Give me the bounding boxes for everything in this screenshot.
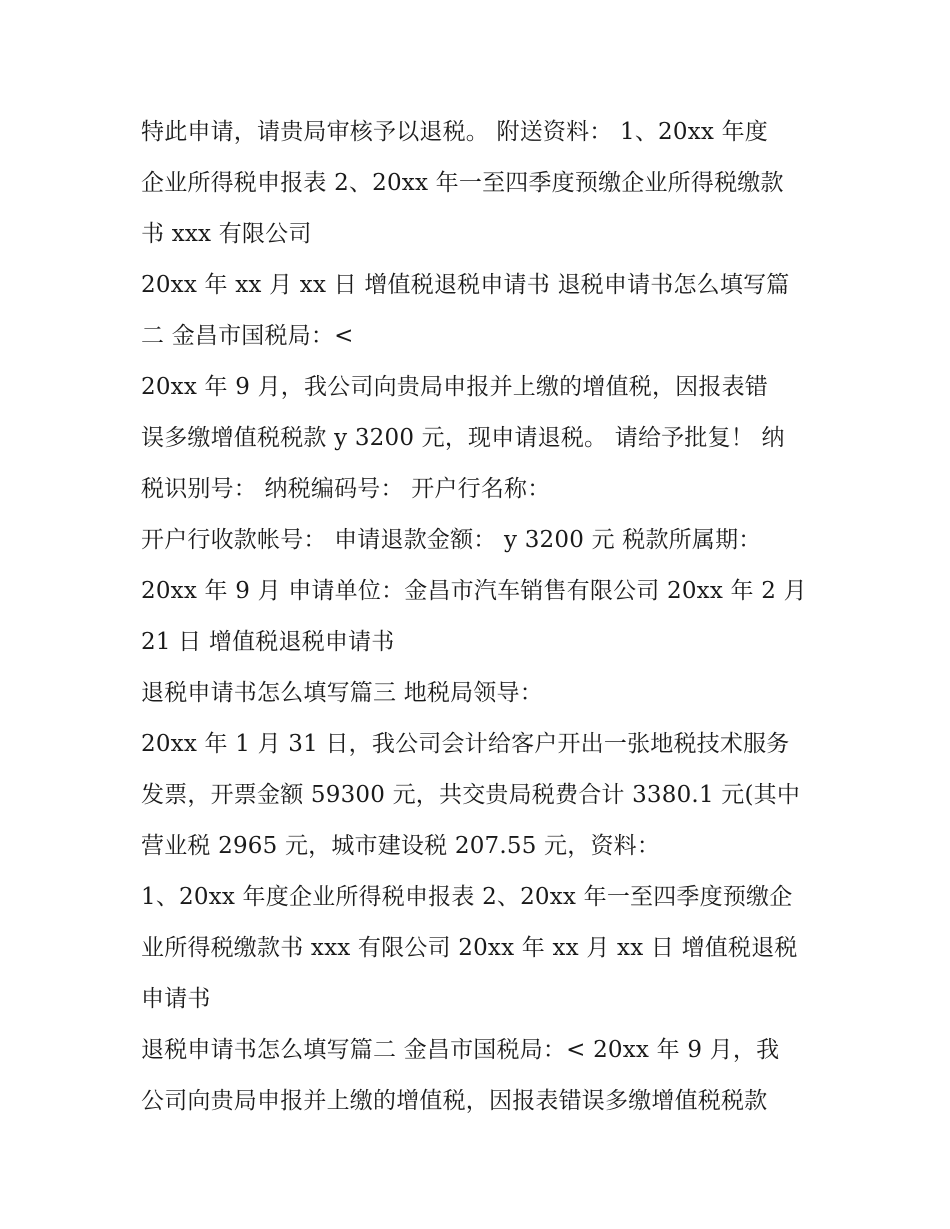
text-line: 20xx 年 xx 月 xx 日 增值税退税申请书 退税申请书怎么填写篇 (141, 272, 790, 298)
text-line: 申请书 (141, 986, 211, 1012)
text-line: 20xx 年 9 月 申请单位：金昌市汽车销售有限公司 20xx 年 2 月 (141, 578, 807, 604)
text-line: 开户行收款帐号： 申请退款金额： y 3200 元 税款所属期： (141, 527, 762, 553)
text-line: 企业所得税申报表 2、20xx 年一至四季度预缴企业所得税缴款 (141, 170, 784, 196)
text-line: 20xx 年 9 月，我公司向贵局申报并上缴的增值税，因报表错 (141, 374, 768, 400)
text-line: 1、20xx 年度企业所得税申报表 2、20xx 年一至四季度预缴企 (141, 884, 793, 910)
text-line: 二 金昌市国税局：< (141, 323, 354, 349)
text-line: 营业税 2965 元，城市建设税 207.55 元，资料： (141, 833, 661, 859)
text-line: 退税申请书怎么填写篇三 地税局领导： (141, 680, 543, 706)
text-line: 公司向贵局申报并上缴的增值税，因报表错误多缴增值税税款 (141, 1088, 768, 1114)
text-line: 税识别号： 纳税编码号： 开户行名称： (141, 476, 551, 502)
text-line: 退税申请书怎么填写篇二 金昌市国税局：< 20xx 年 9 月，我 (141, 1037, 780, 1063)
document-body (141, 107, 821, 1127)
text-line: 误多缴增值税税款 y 3200 元，现申请退税。 请给予批复！ 纳 (141, 425, 785, 451)
text-line: 业所得税缴款书 xxx 有限公司 20xx 年 xx 月 xx 日 增值税退税 (141, 935, 798, 961)
text-line: 21 日 增值税退税申请书 (141, 629, 395, 655)
text-line: 20xx 年 1 月 31 日，我公司会计给客户开出一张地税技术服务 (141, 731, 790, 757)
text-line: 特此申请，请贵局审核予以退税。 附送资料： 1、20xx 年度 (141, 119, 768, 145)
text-line: 书 xxx 有限公司 (141, 221, 312, 247)
text-line: 发票，开票金额 59300 元，共交贵局税费合计 3380.1 元(其中 (141, 782, 801, 808)
